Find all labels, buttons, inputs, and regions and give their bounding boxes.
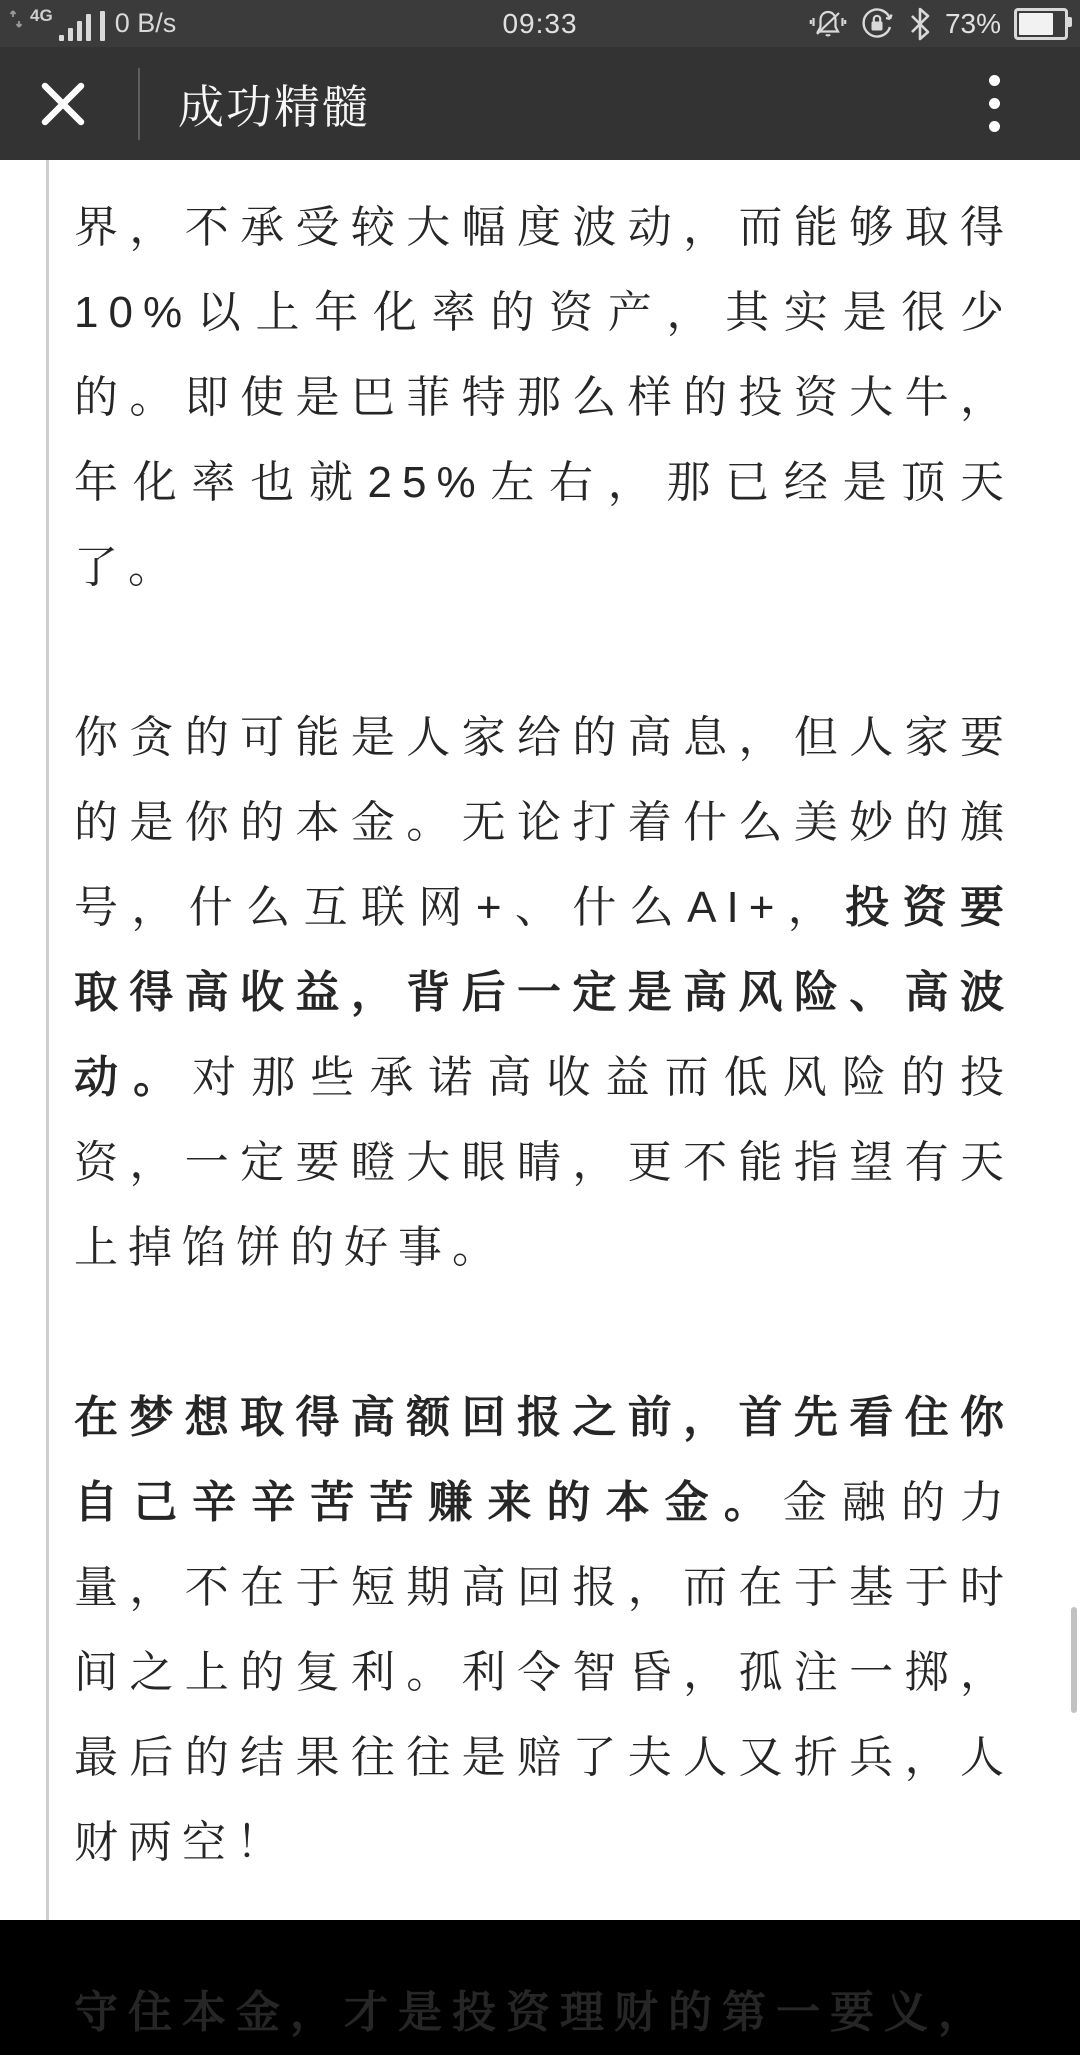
title-bar — [0, 47, 1080, 160]
article-body — [0, 160, 1080, 2055]
article-content[interactable] — [0, 160, 1080, 2037]
status-right-group — [810, 0, 1068, 47]
paragraph: 界，不承受较大幅度波动，而能够取得10%以上年化率的资产，其实是很少的。即使是巴菲特那么样的投资大牛，年化率也就25%左右，那已经是顶天了。 — [74, 203, 1014, 592]
more-menu-button[interactable] — [981, 67, 1008, 140]
scrollbar[interactable] — [1071, 1607, 1077, 1713]
status-bar — [0, 0, 1080, 47]
rotation-lock-icon — [859, 6, 895, 42]
paragraph: 你贪的可能是人家给的高息，但人家要的是你的本金。无论打着什么美妙的旗号，什么互联网+、什么AI+，投资要取得高收益，背后一定是高风险、高波动。对那些承诺高收益而低风险的投资，一定要瞪大眼睛，更不能指望有天上掉馅饼的好事。 — [74, 713, 1015, 1272]
more-menu-icon — [989, 75, 1000, 86]
status-left-group — [8, 0, 176, 47]
network-type-label: 4G — [30, 5, 53, 25]
battery-percent-label: 73% — [944, 7, 1001, 39]
paragraph: 在梦想取得高额回报之前，首先看住你自己辛辛苦苦赚来的本金。金融的力量，不在于短期高回报，而在于基于时间之上的复利。利令智昏，孤注一掷，最后的结果往往是赔了夫人又折兵，人财两空！ — [74, 1393, 1015, 1867]
battery-icon — [1014, 8, 1068, 40]
bluetooth-icon — [908, 7, 932, 41]
paragraph: 守住本金，才是投资理财的第一要义， — [74, 1988, 992, 2037]
close-icon[interactable] — [40, 81, 86, 127]
content-left-border — [46, 160, 49, 1920]
page-title: 成功精髓 — [178, 80, 370, 133]
header-divider — [138, 68, 140, 140]
network-speed-label: 0 B/s — [114, 8, 177, 38]
mute-bell-icon — [810, 7, 846, 41]
clock: 09:33 — [502, 7, 578, 39]
data-arrows-icon — [8, 9, 24, 29]
signal-strength-icon — [59, 11, 105, 41]
